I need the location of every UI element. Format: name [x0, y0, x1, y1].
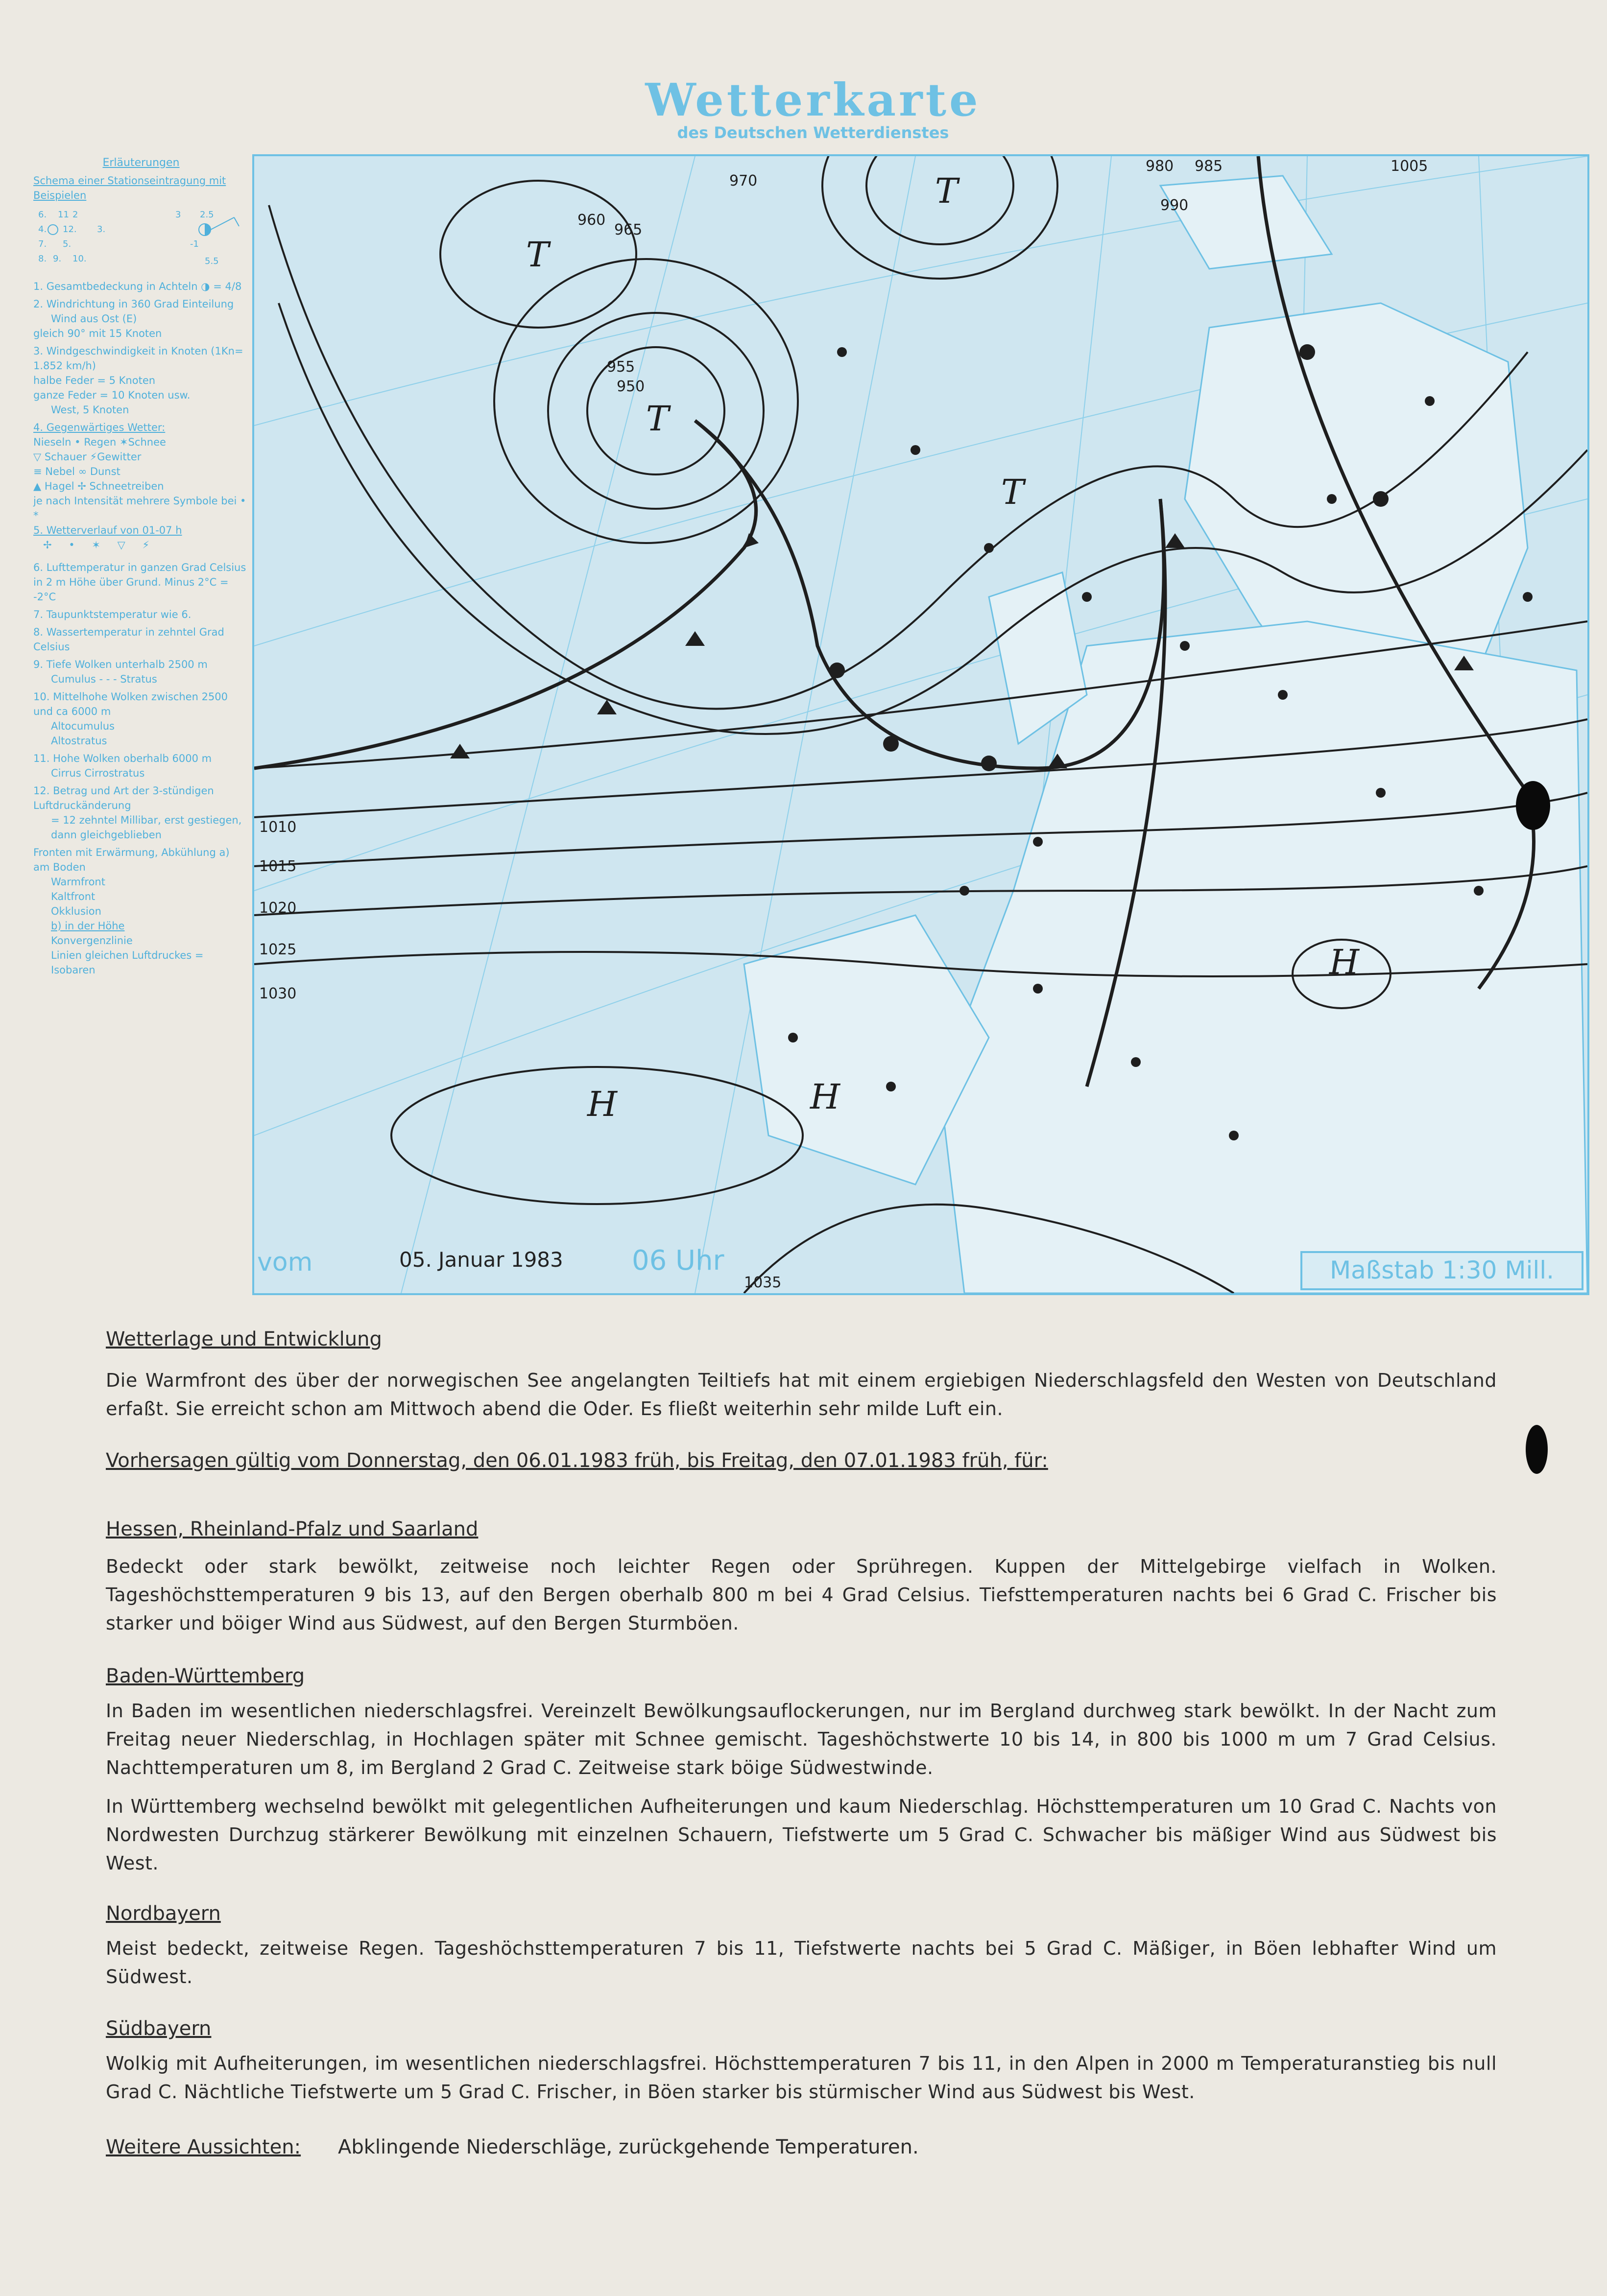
- svg-text:5.: 5.: [63, 239, 72, 249]
- region-heading-baden-wuerttemberg: Baden-Württemberg: [106, 1665, 305, 1687]
- legend-item-12a: = 12 zehntel Millibar, erst gestiegen, dann gleichgeblieben: [51, 814, 242, 841]
- svg-text:9.: 9.: [53, 254, 62, 264]
- legend-hoehe: b) in der Höhe: [51, 920, 125, 932]
- forecast-validity-heading: Vorhersagen gültig vom Donnerstag, den 06.01.1983 früh, bis Freitag, den 07.01.1983 früh, für:: [106, 1449, 1048, 1472]
- legend-okklusion: Okklusion: [51, 905, 101, 917]
- section-heading-wetterlage: Wetterlage und Entwicklung: [106, 1328, 382, 1350]
- svg-text:5.5: 5.5: [205, 256, 219, 266]
- isobar-label-950: 950: [617, 378, 645, 395]
- isobar-label-1015: 1015: [259, 858, 297, 875]
- legend-item-2b: gleich 90° mit 15 Knoten: [33, 328, 162, 339]
- legend-warmfront: Warmfront: [51, 876, 105, 888]
- region-body-hessen: Bedeckt oder stark bewölkt, zeitweise noch leichter Regen oder Sprühregen. Kuppen der Mittelgebirge vielfach in Wolken. Tageshöchsttemperaturen 9 bis 13, auf den Bergen oberhalb 800 m bei 4 Grad Celsius. Tiefsttemperaturen nachts bei 6 Grad C. Frischer bis starker und böiger Wind aus Südwest, auf den Bergen Sturmböen.: [106, 1556, 1497, 1634]
- legend-item-4e: je nach Intensität mehrere Symbole bei • *: [33, 495, 246, 521]
- legend-item-9a: Cumulus - - - Stratus: [51, 673, 157, 685]
- punch-hole-top: [1516, 781, 1550, 830]
- outlook-label: Weitere Aussichten:: [106, 2136, 301, 2158]
- legend-item-3a: halbe Feder = 5 Knoten: [33, 375, 156, 386]
- svg-text:3.: 3.: [97, 224, 106, 235]
- legend-item-2a: Wind aus Ost (E): [51, 313, 137, 325]
- low-center-1: T: [526, 235, 549, 275]
- region-body-suedbayern: Wolkig mit Aufheiterungen, im wesentlichen niederschlagsfrei. Höchsttemperaturen 7 bis 11, in den Alpen in 2000 m Temperaturanstieg bis null Grad C. Nächtliche Tiefstwerte um 5 Grad C. Frischer, in Böen starker bis stürmischer Wind aus Südwest bis West.: [106, 2053, 1497, 2103]
- legend-item-8: 8. Wassertemperatur in zehntel Grad Celsius: [33, 626, 224, 653]
- legend-item-3b: ganze Feder = 10 Knoten usw.: [33, 389, 191, 401]
- legend-item-10a: Altocumulus: [51, 720, 115, 732]
- isobar-label-970: 970: [729, 172, 758, 189]
- region-body-baden: In Baden im wesentlichen niederschlagsfrei. Vereinzelt Bewölkungsauflockerungen, nur im Bergland durchweg stark bewölkt. In der Nacht zum Freitag neuer Niederschlag, in Hochlagen später mit Schnee gemischt. Tageshöchstwerte 10 bis 14, in 800 bis 1000 m um 7 Grad Celsius. Nachttemperaturen um 8, im Bergland 2 Grad C. Zeitweise stark böige Südwestwinde.: [106, 1700, 1497, 1778]
- weather-map-drawing: [254, 156, 1587, 1293]
- region-body-nordbayern: Meist bedeckt, zeitweise Regen. Tageshöchsttemperaturen 7 bis 11, Tiefstwerte nachts bei 5 Grad C. Mäßiger, in Böen lebhafter Wind um Südwest.: [106, 1938, 1497, 1988]
- legend-item-2: 2. Windrichtung in 360 Grad Einteilung: [33, 298, 234, 310]
- region-heading-suedbayern: Südbayern: [106, 2017, 212, 2040]
- legend-heading: Erläuterungen: [102, 157, 180, 169]
- legend-item-4b: ▽ Schauer ⚡Gewitter: [33, 451, 142, 463]
- high-center-1: H: [587, 1084, 618, 1124]
- map-landmasses: [744, 176, 1587, 1293]
- legend-item-5: 5. Wetterverlauf von 01-07 h: [33, 524, 182, 536]
- legend-item-4d: ▲ Hagel ✢ Schneetreiben: [33, 480, 164, 492]
- isobar-label-980: 980: [1146, 158, 1174, 175]
- low-center-2: T: [646, 399, 669, 439]
- legend-item-1: 1. Gesamtbedeckung in Achteln ◑ = 4/8: [33, 281, 242, 292]
- legend-item-6: 6. Lufttemperatur in ganzen Grad Celsius in 2 m Höhe über Grund. Minus 2°C = -2°C: [33, 562, 246, 603]
- legend-item-4c: ≡ Nebel ∞ Dunst: [33, 466, 120, 477]
- legend-item-11: 11. Hohe Wolken oberhalb 6000 m: [33, 753, 212, 764]
- isobar-label-990: 990: [1160, 197, 1189, 214]
- map-time: 06 Uhr: [632, 1245, 724, 1277]
- region-heading-hessen: Hessen, Rheinland-Pfalz und Saarland: [106, 1518, 479, 1540]
- svg-text:-1: -1: [190, 239, 199, 249]
- isobar-label-955: 955: [607, 358, 635, 376]
- legend-konvergenz: Konvergenzlinie: [51, 935, 133, 947]
- svg-text:8.: 8.: [38, 254, 47, 264]
- legend-item-12: 12. Betrag und Art der 3-stündigen Luftdruckänderung: [33, 785, 214, 811]
- isobar-label-1025: 1025: [259, 941, 297, 958]
- svg-text:6.: 6.: [38, 210, 47, 220]
- outlook-body: Abklingende Niederschläge, zurückgehende Temperaturen.: [338, 2136, 919, 2158]
- weather-map: [252, 154, 1589, 1295]
- svg-text:2.5: 2.5: [200, 210, 214, 220]
- isobar-label-1005: 1005: [1391, 158, 1428, 175]
- low-center-3: T: [935, 171, 958, 211]
- high-center-2: H: [810, 1077, 840, 1117]
- legend-item-10: 10. Mittelhohe Wolken zwischen 2500 und ca 6000 m: [33, 691, 228, 717]
- legend-item-10b: Altostratus: [51, 735, 107, 747]
- region-body-wuerttemberg: In Württemberg wechselnd bewölkt mit gelegentlichen Aufheiterungen und kaum Niederschlag. Höchsttemperaturen um 10 Grad C. Nachts von Nordwesten Durchzug stärkerer Bewölkung mit einzelnen Schauern, Tiefstwerte um 5 Grad C. Schwacher bis mäßiger Wind aus Südwest bis West.: [106, 1796, 1497, 1874]
- legend-item-7: 7. Taupunktstemperatur wie 6.: [33, 609, 192, 620]
- legend-isobaren: Linien gleichen Luftdruckes = Isobaren: [51, 949, 204, 976]
- high-center-3: H: [1329, 942, 1360, 982]
- legend-item-4: 4. Gegenwärtiges Wetter:: [33, 422, 166, 433]
- isobar-label-1020: 1020: [259, 899, 297, 917]
- svg-text:11: 11: [58, 210, 69, 220]
- map-date: 05. Januar 1983: [399, 1248, 563, 1272]
- page-title: Wetterkarte: [645, 73, 981, 126]
- svg-text:10.: 10.: [72, 254, 87, 264]
- legend-item-4a: Nieseln • Regen ✶Schnee: [33, 436, 166, 448]
- isobar-label-960: 960: [577, 212, 606, 229]
- isobar-label-1010: 1010: [259, 819, 297, 836]
- station-schema: [33, 203, 249, 276]
- legend-item-fronts: Fronten mit Erwärmung, Abkühlung a) am Boden: [33, 847, 230, 873]
- isobar-label-985: 985: [1195, 158, 1223, 175]
- legend-item-9: 9. Tiefe Wolken unterhalb 2500 m: [33, 659, 208, 670]
- svg-text:3: 3: [175, 210, 181, 220]
- isobar-label-1030: 1030: [259, 985, 297, 1002]
- isobar-label-965: 965: [614, 221, 643, 238]
- section-body-wetterlage: Die Warmfront des über der norwegischen See angelangten Teiltiefs hat mit einem ergiebigen Niederschlagsfeld den Westen von Deutschland erfaßt. Sie erreicht schon am Mittwoch abend die Oder. Es fließt weiterhin sehr milde Luft ein.: [106, 1370, 1497, 1420]
- legend-item-3c: West, 5 Knoten: [51, 404, 129, 416]
- legend-item-3: 3. Windgeschwindigkeit in Knoten (1Kn= 1.852 km/h): [33, 345, 243, 372]
- map-scale: Maßstab 1:30 Mill.: [1300, 1251, 1583, 1290]
- map-date-prefix: vom: [257, 1248, 313, 1277]
- page-subtitle: des Deutschen Wetterdienstes: [677, 123, 949, 142]
- isobar-label-1035: 1035: [744, 1274, 782, 1291]
- svg-text:4.: 4.: [38, 224, 47, 235]
- region-heading-nordbayern: Nordbayern: [106, 1902, 221, 1925]
- legend-item-11a: Cirrus Cirrostratus: [51, 767, 145, 779]
- low-center-4: T: [1001, 472, 1024, 512]
- station-schema-diagram: [33, 203, 249, 276]
- legend-kaltfront: Kaltfront: [51, 891, 96, 902]
- svg-text:7.: 7.: [38, 239, 47, 249]
- svg-text:12.: 12.: [63, 224, 77, 235]
- svg-text:2: 2: [72, 210, 78, 220]
- legend-intro: Schema einer Stationseintragung mit Beispielen: [33, 175, 226, 201]
- legend-panel: [33, 156, 249, 977]
- punch-hole-bottom: [1526, 1425, 1548, 1474]
- legend-weather-trend-symbols: ✢ • ✶ ▽ ⚡: [43, 539, 157, 551]
